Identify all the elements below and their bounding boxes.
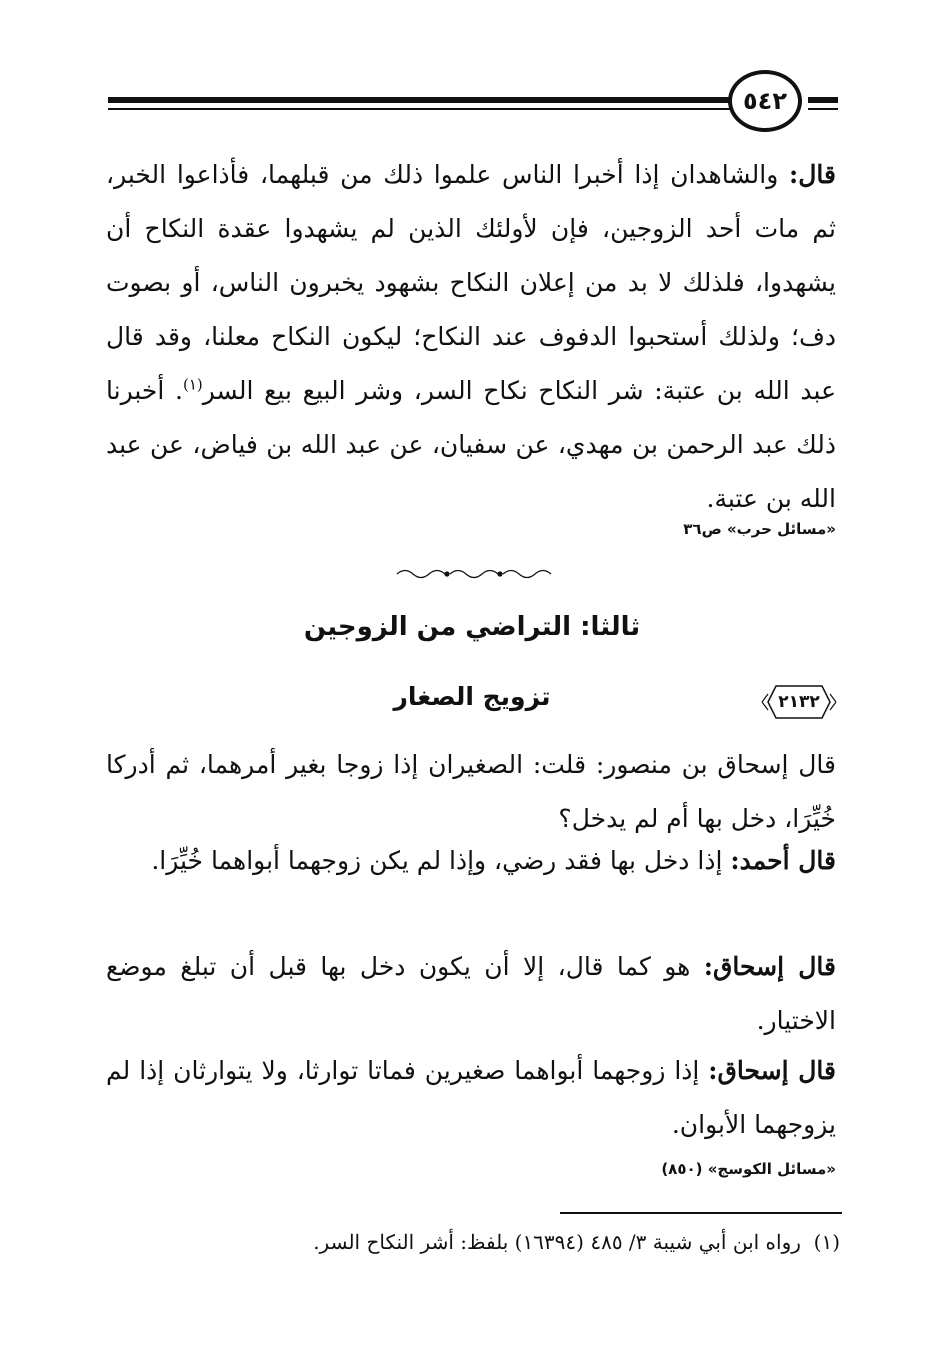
- entry-title: تزويج الصغار: [393, 682, 551, 711]
- section-title: ثالثا: التراضي من الزوجين: [303, 612, 641, 642]
- page-number: ٥٤٢: [728, 70, 802, 132]
- source-citation-kawsaj: «مسائل الكوسج» (٨٥٠): [661, 1160, 836, 1178]
- header-rule: [108, 97, 730, 103]
- footnote: [313, 1230, 840, 1254]
- paragraph-text-continued: . أخبرنا ذلك عبد الرحمن بن مهدي، عن سفيان، عن عبد الله بن فياض، عن عبد الله بن عتبة.: [106, 376, 836, 513]
- footnote-separator: [560, 1212, 842, 1214]
- speaker-label: قال أحمد:: [730, 846, 836, 875]
- footnote-reference[interactable]: (١): [182, 375, 203, 394]
- answer-text: إذا زوجهما أبواهما صغيرين فماتا توارثا، ولا يتوارثان إذا لم يزوجهما الأبوان.: [106, 1056, 836, 1139]
- footnote-text: رواه ابن أبي شيبة ٣/ ٤٨٥ (١٦٣٩٤) بلفظ: أشر النكاح السر.: [313, 1230, 801, 1254]
- speaker-label: قال إسحاق:: [703, 952, 836, 981]
- answer-text: هو كما قال، إلا أن يكون دخل بها قبل أن تبلغ موضع الاختيار.: [106, 952, 836, 1035]
- header-rule-thin: [108, 108, 730, 110]
- ornament-divider-icon: [395, 566, 555, 582]
- paragraph-harb: [106, 148, 836, 526]
- speaker-label: قال:: [789, 160, 836, 189]
- paragraph-text: والشاهدان إذا أخبرا الناس علموا ذلك من قبلهما، فأذاعوا الخبر، ثم مات أحد الزوجين، فإن لأولئك الذين لم يشهدوا عقدة النكاح أن يشهدوا، فلذلك لا بد من إعلان النكاح بشهود يخبرون الناس، أو بصوت دف؛ ولذلك أستحبوا الدفوف عند النكاح؛ ليكون النكاح معلنا، وقد قال عبد الله بن عتبة: شر النكاح نكاح السر، وشر البيع بيع السر: [106, 160, 836, 405]
- source-citation-harb: «مسائل حرب» ص٣٦: [683, 520, 836, 538]
- entry-number: ٢١٣٢: [778, 692, 820, 712]
- speaker-label: قال إسحاق:: [708, 1056, 836, 1085]
- answer-ishaq-2: [106, 1044, 836, 1152]
- footnote-marker: (١): [813, 1230, 840, 1254]
- answer-text: إذا دخل بها فقد رضي، وإذا لم يكن زوجهما أبواهما خُيِّرَا.: [151, 846, 731, 875]
- header-rule-right: [808, 97, 838, 103]
- answer-ahmad: [106, 834, 836, 888]
- answer-ishaq-1: [106, 940, 836, 1048]
- header-rule-right-thin: [808, 108, 838, 110]
- question-paragraph: قال إسحاق بن منصور: قلت: الصغيران إذا زوجا بغير أمرهما، ثم أدركا خُيِّرَا، دخل بها أم لم يدخل؟: [106, 750, 836, 833]
